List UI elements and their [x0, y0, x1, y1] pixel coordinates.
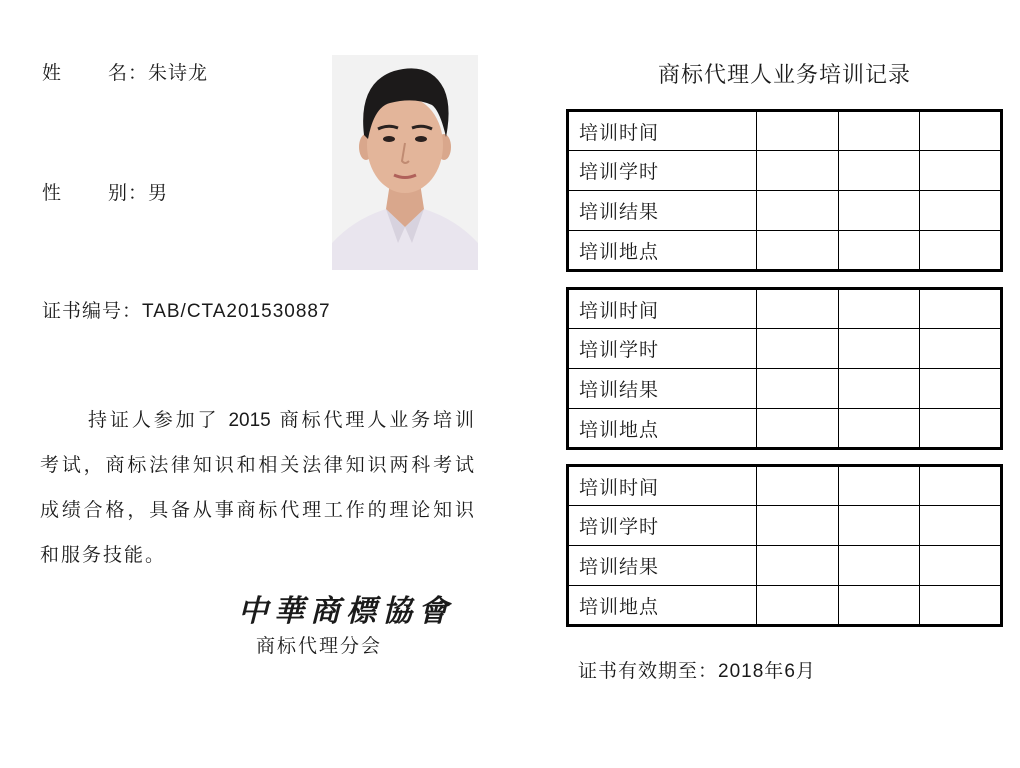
- table-cell: [920, 329, 1002, 369]
- table-cell: [920, 546, 1002, 586]
- table-cell: [757, 191, 839, 231]
- row-label: 培训结果: [568, 546, 757, 586]
- row-label: 培训地点: [568, 409, 757, 449]
- validity-year-unit: 年: [764, 660, 785, 682]
- association-seal-text: 中華商標協會: [238, 594, 454, 629]
- row-label: 培训地点: [568, 586, 757, 626]
- table-cell: [838, 409, 920, 449]
- table-row: [568, 466, 1002, 506]
- training-record-table-1: [566, 109, 1003, 272]
- table-cell: [838, 466, 920, 506]
- name-value: 朱诗龙: [148, 62, 209, 84]
- row-label: 培训结果: [568, 369, 757, 409]
- table-cell: [838, 151, 920, 191]
- cert-number-label: 证书编号：: [42, 300, 143, 322]
- table-cell: [757, 466, 839, 506]
- training-record-table-2: [566, 287, 1003, 450]
- gender-label-1: 性: [42, 182, 63, 204]
- row-label: 培训时间: [568, 466, 757, 506]
- table-cell: [838, 369, 920, 409]
- table-cell: [757, 586, 839, 626]
- validity-label: 证书有效期至：: [578, 660, 719, 682]
- table-cell: [757, 409, 839, 449]
- table-cell: [838, 289, 920, 329]
- table-cell: [757, 546, 839, 586]
- table-cell: [920, 506, 1002, 546]
- validity-month-unit: 月: [795, 660, 816, 682]
- table-cell: [838, 329, 920, 369]
- statement-part-2: 商标代理人业务培训考试，商标法律知识和相关法律知识两科考试成绩合格，具备从事商标代理工作的理论知识和服务技能。: [40, 409, 476, 566]
- table-cell: [920, 111, 1002, 151]
- table-cell: [920, 409, 1002, 449]
- name-label-1: 姓: [42, 62, 63, 84]
- table-cell: [838, 506, 920, 546]
- cert-number-value: TAB/CTA201530887: [142, 301, 331, 322]
- table-row: [568, 546, 1002, 586]
- table-cell: [757, 231, 839, 271]
- row-label: 培训地点: [568, 231, 757, 271]
- training-record-table-3: [566, 464, 1003, 627]
- table-cell: [757, 151, 839, 191]
- gender-label-2: 别：: [108, 182, 149, 204]
- table-cell: [757, 369, 839, 409]
- name-field: [42, 58, 208, 85]
- table-cell: [920, 369, 1002, 409]
- table-cell: [757, 506, 839, 546]
- table-row: [568, 111, 1002, 151]
- table-cell: [838, 191, 920, 231]
- name-label-2: 名：: [108, 62, 149, 84]
- gender-field: [42, 178, 168, 205]
- validity-year: 2018: [718, 661, 765, 682]
- issuer-branch: 商标代理分会: [256, 635, 383, 657]
- table-row: [568, 506, 1002, 546]
- table-row: [568, 289, 1002, 329]
- table-cell: [838, 546, 920, 586]
- table-cell: [920, 191, 1002, 231]
- table-cell: [920, 289, 1002, 329]
- table-row: [568, 231, 1002, 271]
- table-cell: [757, 289, 839, 329]
- table-cell: [838, 111, 920, 151]
- portrait-image: [332, 55, 478, 270]
- table-row: [568, 586, 1002, 626]
- row-label: 培训结果: [568, 191, 757, 231]
- holder-photo: [332, 55, 478, 270]
- row-label: 培训时间: [568, 111, 757, 151]
- row-label: 培训学时: [568, 506, 757, 546]
- row-label: 培训时间: [568, 289, 757, 329]
- statement-paragraph: [40, 398, 476, 578]
- table-cell: [920, 466, 1002, 506]
- gender-value: 男: [148, 182, 169, 204]
- statement-part-1: 持证人参加了: [88, 409, 220, 431]
- row-label: 培训学时: [568, 151, 757, 191]
- table-row: [568, 191, 1002, 231]
- table-row: [568, 329, 1002, 369]
- table-cell: [920, 586, 1002, 626]
- table-row: [568, 151, 1002, 191]
- row-label: 培训学时: [568, 329, 757, 369]
- table-cell: [838, 586, 920, 626]
- table-row: [568, 409, 1002, 449]
- table-cell: [920, 151, 1002, 191]
- table-row: [568, 369, 1002, 409]
- table-cell: [757, 329, 839, 369]
- validity-field: [578, 656, 816, 683]
- cert-number-field: [42, 296, 331, 323]
- table-cell: [920, 231, 1002, 271]
- table-cell: [838, 231, 920, 271]
- validity-month: 6: [784, 661, 796, 682]
- statement-year: 2015: [228, 410, 271, 431]
- training-record-title: 商标代理人业务培训记录: [657, 63, 911, 88]
- table-cell: [757, 111, 839, 151]
